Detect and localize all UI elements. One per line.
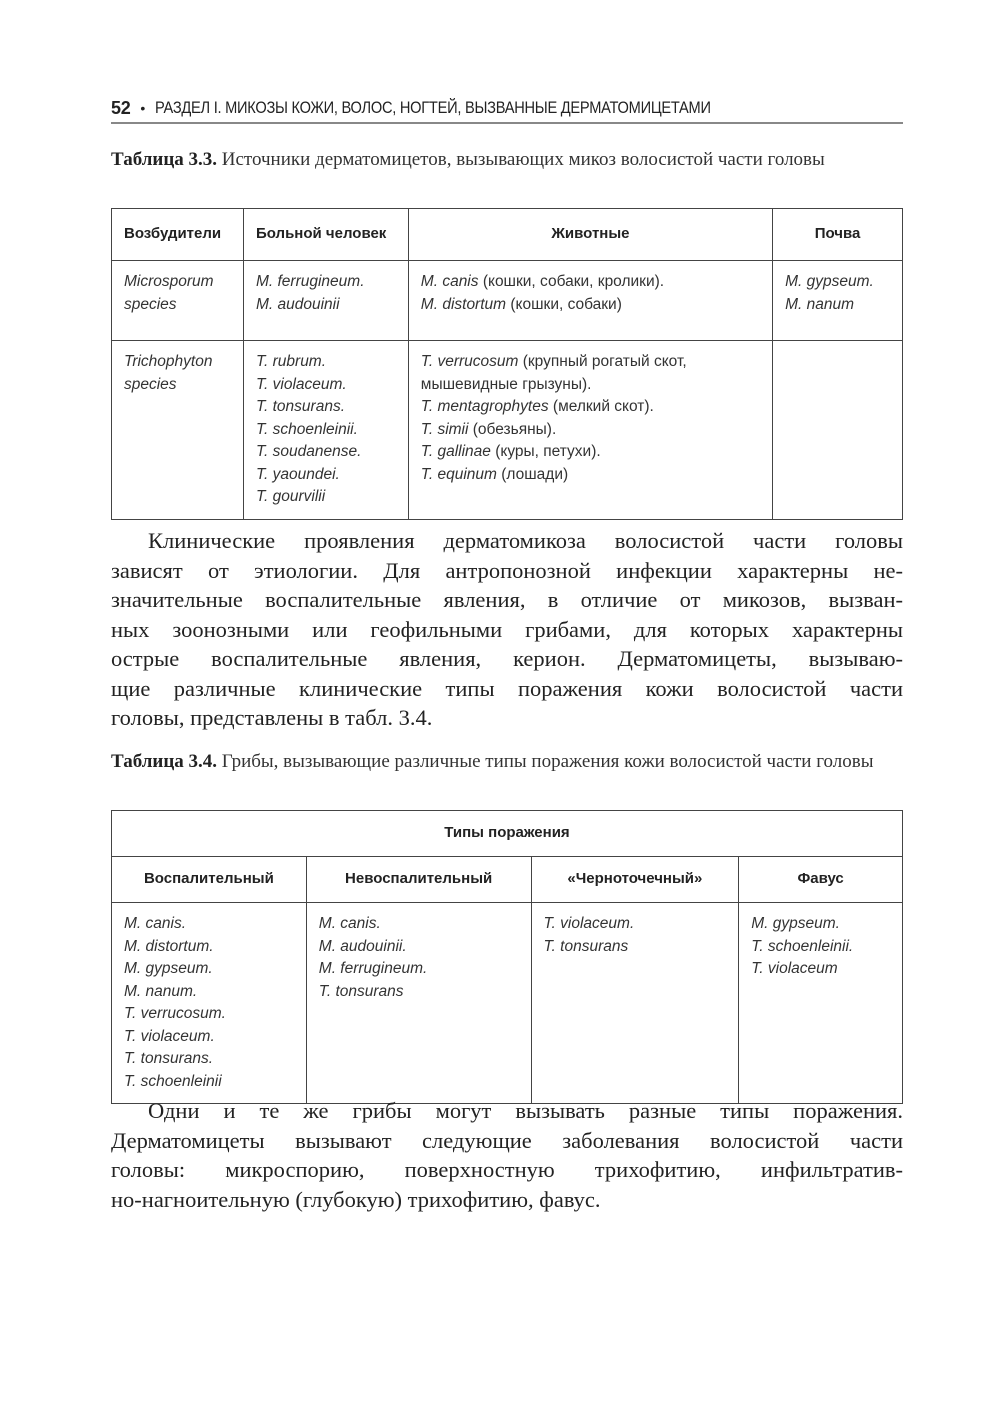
species-name: M. gypseum. — [124, 960, 213, 977]
species-name: T. tonsurans. — [255, 398, 346, 415]
species-name: M. canis. — [318, 915, 381, 932]
text-line: головы, представлены в табл. 3.4. — [111, 705, 433, 730]
species-name: species — [124, 295, 177, 313]
cell-line — [319, 958, 519, 981]
cell-line — [124, 1026, 294, 1049]
species-name: M. audouinii. — [318, 937, 407, 955]
species-name: M. gypseum. — [785, 273, 874, 290]
table-cell — [243, 261, 408, 341]
species-name: T. schoenleinii — [124, 1072, 222, 1090]
species-name: Microsporum — [124, 273, 214, 290]
section-title: РАЗДЕЛ I. МИКОЗЫ КОЖИ, ВОЛОС, НОГТЕЙ, ВЫЗВАННЫЕ ДЕРМАТОМИЦЕТАМИ — [155, 98, 711, 117]
table-cell — [306, 903, 531, 1104]
species-name: M. ferrugineum. — [255, 273, 365, 290]
table-cell — [773, 341, 903, 520]
table-3-4 — [111, 810, 903, 1104]
cell-line — [124, 1003, 294, 1026]
paragraph-1 — [111, 526, 903, 733]
caption-label: Таблица 3.4. — [111, 751, 218, 772]
host-note: (лошади) — [496, 465, 569, 483]
table-cell — [408, 341, 772, 520]
cell-line — [544, 936, 727, 959]
species-name: M. canis. — [124, 915, 187, 932]
column-header: Невоспалительный — [306, 857, 531, 903]
host-note: (обезьяны). — [468, 420, 557, 438]
cell-line — [421, 441, 760, 464]
species-name: T. tonsurans. — [124, 1050, 214, 1067]
species-name: T. verrucosum. — [124, 1005, 226, 1022]
text-line: острые воспалительные явления, керион. Дерматомицеты, вызываю- — [111, 646, 903, 671]
cell-line — [124, 958, 294, 981]
species-name: T. tonsurans — [543, 937, 629, 955]
species-name: M. distortum. — [124, 937, 214, 955]
cell-line — [124, 351, 231, 374]
cell-line — [256, 441, 396, 464]
species-name: M. canis — [420, 273, 479, 290]
cell-line — [421, 294, 760, 317]
text-line: но-нагноительную (глубокую) трихофитию, фавус. — [111, 1186, 601, 1212]
column-header: Животные — [408, 209, 772, 261]
species-name: T. rubrum. — [255, 353, 327, 370]
table-3-3-caption — [111, 148, 903, 171]
cell-line — [124, 294, 231, 317]
column-header: Воспалительный — [112, 857, 307, 903]
table-row — [112, 261, 903, 341]
cell-line — [124, 374, 231, 397]
cell-line — [256, 486, 396, 509]
table-cell — [773, 261, 903, 341]
cell-line — [421, 374, 760, 397]
cell-line — [785, 271, 890, 294]
cell-line — [751, 936, 890, 959]
text-line: Клинические проявления дерматомикоза волосистой части головы — [148, 528, 903, 553]
text-line: щие различные клинические типы поражения кожи волосистой части — [111, 675, 903, 701]
cell-line — [751, 913, 890, 936]
table-cell — [112, 261, 244, 341]
table-row — [112, 341, 903, 520]
caption-label: Таблица 3.3. — [111, 149, 218, 170]
species-name: species — [124, 375, 177, 393]
caption-text: Источники дерматомицетов, вызывающих микоз волосистой части головы — [217, 149, 825, 170]
cell-line — [785, 294, 890, 317]
cell-line — [256, 374, 396, 397]
cell-line — [256, 419, 396, 442]
species-name: T. equinum — [420, 465, 497, 483]
host-note: мышевидные грызуны). — [420, 375, 592, 393]
table-header-row — [112, 209, 903, 261]
cell-line — [124, 913, 294, 936]
table-cell — [243, 341, 408, 520]
host-note: (кошки, собаки, кролики). — [478, 273, 665, 290]
table-cell — [112, 341, 244, 520]
text-line: значительные воспалительные явления, в отличие от микозов, вызван- — [111, 587, 903, 612]
species-name: T. soudanense. — [255, 443, 362, 460]
species-name: T. violaceum. — [255, 375, 347, 393]
cell-line — [124, 1048, 294, 1071]
species-name: T. mentagrophytes — [420, 398, 549, 415]
cell-line — [421, 396, 760, 419]
species-name: M. gypseum. — [751, 915, 840, 932]
running-header — [111, 94, 903, 124]
cell-line — [319, 913, 519, 936]
column-header: Фавус — [739, 857, 903, 903]
table-3-4-caption — [111, 750, 903, 773]
text-line: Одни и те же грибы могут вызывать разные типы поражения. — [148, 1098, 903, 1123]
species-name: M. nanum. — [124, 982, 198, 1000]
column-header: «Черноточечный» — [531, 857, 739, 903]
species-name: T. violaceum — [751, 960, 838, 977]
host-note: (кошки, собаки) — [506, 295, 622, 313]
cell-line — [124, 981, 294, 1004]
cell-line — [256, 271, 396, 294]
text-line: ных зоонозными или геофильными грибами, для которых характерны — [111, 616, 903, 642]
species-name: T. gourvilii — [255, 488, 326, 505]
species-name: T. violaceum. — [124, 1027, 215, 1045]
cell-line — [544, 913, 727, 936]
species-name: T. verrucosum — [420, 353, 519, 370]
species-name: M. distortum — [420, 295, 507, 313]
cell-line — [421, 419, 760, 442]
species-name: T. gallinae — [420, 443, 491, 460]
column-header: Почва — [773, 209, 903, 261]
species-name: M. ferrugineum. — [318, 960, 428, 977]
host-note: (крупный рогатый скот, — [518, 353, 687, 370]
text-line: Дерматомицеты вызывают следующие заболевания волосистой части — [111, 1127, 903, 1153]
cell-line — [421, 351, 760, 374]
host-note: (куры, петухи). — [490, 443, 601, 460]
cell-line — [421, 271, 760, 294]
cell-line — [319, 936, 519, 959]
species-name: M. nanum — [785, 295, 855, 313]
table-3-3 — [111, 208, 903, 520]
table-cell — [531, 903, 739, 1104]
caption-text: Грибы, вызывающие различные типы поражения кожи волосистой части головы — [217, 751, 874, 772]
cell-line — [256, 351, 396, 374]
table-row — [112, 903, 903, 1104]
paragraph-2 — [111, 1096, 903, 1214]
cell-line — [256, 464, 396, 487]
table-cell — [739, 903, 903, 1104]
species-name: M. audouinii — [255, 295, 340, 313]
species-name: T. yaoundei. — [255, 465, 340, 483]
table-cell — [408, 261, 772, 341]
group-header: Типы поражения — [112, 811, 903, 857]
text-line: зависят от этиологии. Для антропонозной инфекции характерны не- — [111, 557, 903, 583]
cell-line — [124, 936, 294, 959]
cell-line — [319, 981, 519, 1004]
cell-line — [751, 958, 890, 981]
table-cell — [112, 903, 307, 1104]
table-header-row — [112, 857, 903, 903]
table-group-header-row — [112, 811, 903, 857]
cell-line — [256, 294, 396, 317]
text-line: головы: микроспорию, поверхностную трихофитию, инфильтратив- — [111, 1157, 903, 1182]
species-name: Trichophyton — [124, 353, 213, 370]
cell-line — [124, 271, 231, 294]
cell-line — [124, 1071, 294, 1094]
column-header: Возбудители — [112, 209, 244, 261]
host-note: (мелкий скот). — [548, 398, 654, 415]
species-name: T. violaceum. — [543, 915, 635, 932]
species-name: T. schoenleinii. — [751, 937, 854, 955]
species-name: T. simii — [420, 420, 469, 438]
species-name: T. tonsurans — [318, 982, 404, 1000]
cell-line — [256, 396, 396, 419]
species-name: T. schoenleinii. — [255, 420, 358, 438]
cell-line — [421, 464, 760, 487]
page-number: 52 — [111, 97, 131, 118]
bullet: • — [140, 100, 146, 116]
column-header: Больной человек — [243, 209, 408, 261]
